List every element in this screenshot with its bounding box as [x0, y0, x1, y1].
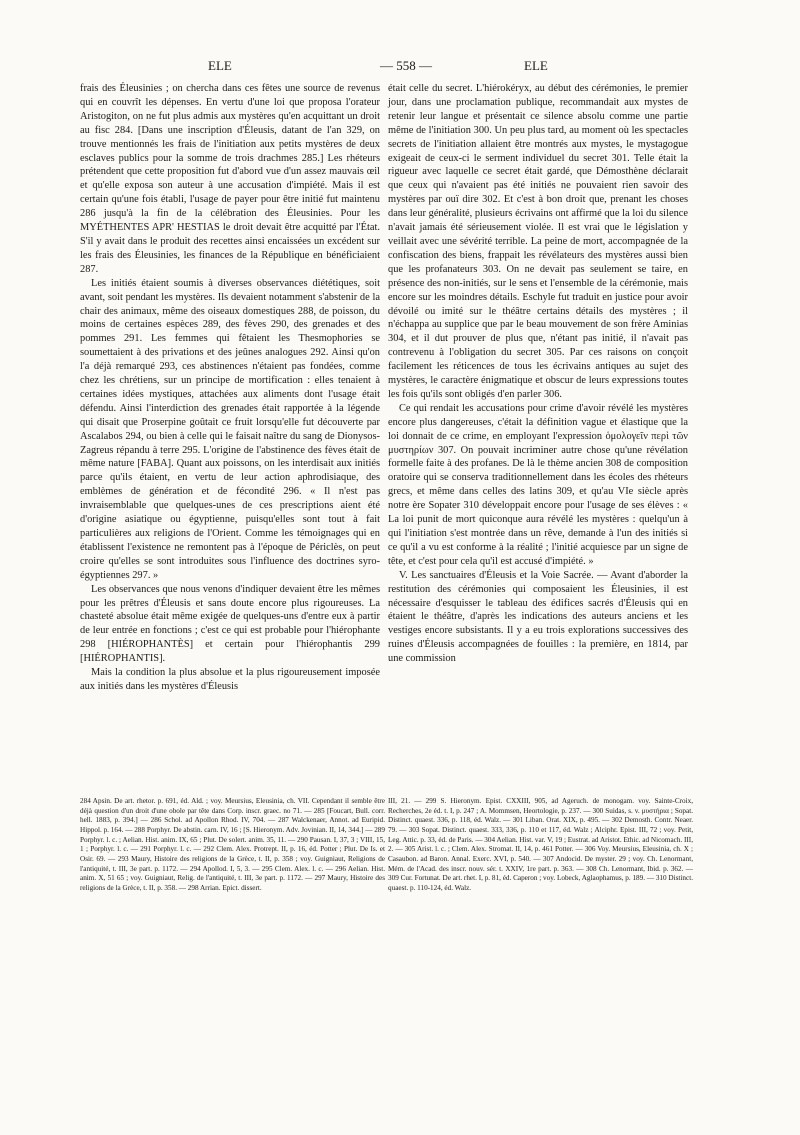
paragraph: Les observances que nous venons d'indiquer devaient être les mêmes pour les prêtres d'Éleusis et sans doute encore plus rigoureuses. La chasteté absolue était même exigée de quelques-uns d'entre eux à partir de leur entrée en fonctions ; c'est ce qui est probable pour l'hiérophante 298 [HIÉROPHANTÈS] et certain pour l'hiérophantis 299 [HIÉROPHANTIS]. [80, 583, 380, 665]
left-text-column [80, 82, 380, 694]
paragraph: Les initiés étaient soumis à diverses observances diététiques, soit avant, soit pendant les mystères. Ils devaient notamment s'abstenir de la chair des animaux, même des oiseaux domestiques 288, de poisson, du moins de certaines espèces 289, des fèves 290, des grenades et des pommes 291. Les femmes qui fêtaient les Thesmophories se soumettaient à des privations et des jeûnes analogues 292. Ainsi qu'on l'a déjà remarqué 293, ces abstinences n'étaient pas fondées, comme chez les chrétiens, sur un principe de mortification : elles tenaient à certaines idées mystiques, attachées aux aliments dont l'usage était défendu. Ainsi l'interdiction des grenades était rapportée à la légende qui disait que Proserpine goûtait ce fruit lorsqu'elle fut découverte par Ascalabos 294, ou bien à celle qui le faisait naître du sang de Dionysos-Zagreus répandu à terre 295. L'origine de l'abstinence des fèves était de même nature [FABA]. Quant aux poissons, on les interdisait aux initiés parce qu'ils étaient, en vertu de leur action aphrodisiaque, des emblèmes de génération et de fécondité 296. « Il n'est pas invraisemblable que quelques-unes de ces prescriptions aient été d'origine asiatique ou égyptienne, puisqu'elles sont tout à fait particulières aux religions de l'Orient. Comme les témoignages qui en établissent l'existence ne remontent pas à l'époque de Périclès, on peut croire qu'elles se sont introduites sous l'influence des doctrines syro-égyptiennes 297. » [80, 277, 380, 581]
header-left-keyword: ELE [208, 58, 232, 73]
right-text-column [388, 82, 688, 666]
footnotes-left [80, 797, 385, 894]
header-right-keyword: ELE [524, 58, 548, 73]
page-number: — 558 — [380, 58, 432, 73]
footnote-block: III, 21. — 299 S. Hieronym. Epist. CXXIII, 905, ad Ageruch. de monogam. voy. Sainte-Croix, Recherches, 2e éd. t. I, p. 247 ; A. Mommsen, Heortologie, p. 237. — 300 Suidas, s. v. μυστήρια ; Sopat. Distinct. quaest. 336, p. 118, éd. Walz. — 301 Liban. Orat. XIX, p. 495. — 302 Demosth. Contr. Neaer. 79. — 303 Sopat. Distinct. quaest. 333, 336, p. 110 et 117, éd. Walz ; Alciphr. Epist. III, 72 ; voy. Petit, Leg. Attic. p. 33, éd. de Paris. — 304 Aelian. Hist. var. V, 19 ; Eustrat. ad Aristot. Ethic. ad Nicomach. III, 2. — 305 Arist. l. c. ; Clem. Alex. Stromat. II, 14, p. 461 Potter. — 306 Voy. Meursius, Eleusinia, ch. X ; Casaubon. ad Baron. Annal. Exerc. XVI, p. 540. — 307 Andocid. De myster. 29 ; voy. Ch. Lenormant, Mém. de l'Acad. des inscr. nouv. sér. t. XXIV, 1re part. p. 363. — 308 Ch. Lenormant, Ibid. p. 362. — 309 Cur. Fortunat. De art. rhet. I, p. 81, éd. Caperon ; voy. Lobeck, Aglaophamus, p. 189. — 310 Distinct. quaest. p. 110-124, éd. Walz. [388, 797, 693, 892]
paragraph: Ce qui rendait les accusations pour crime d'avoir révélé les mystères encore plus dangereuses, c'était la définition vague et élastique que la loi donnait de ce crime, en employant l'expression ὁμολογεῖν περὶ τῶν μυστηρίων 307. On pouvait incriminer autre chose qu'une révélation formelle faite à des profanes. De là le thème ancien 308 de composition oratoire qui se conserva traditionnellement dans les écoles des rhéteurs grecs, et même dans celles des latins 309, et qu'au VIe siècle après notre ère Sopater 310 développait encore pour l'usage de ses élèves : « La loi punit de mort quiconque aura révélé les mystères : quelqu'un à qui l'initiation s'est montrée dans un rêve, demande à l'un des initiés si ce qu'il a vu est conforme à la réalité ; l'initié acquiesce par un signe de tête, et c'est pour cela qu'il est accusé d'impiété. » [388, 402, 688, 567]
paragraph: était celle du secret. L'hiérokéryx, au début des cérémonies, le premier jour, dans une proclamation publique, recommandait aux mystes de retenir leur langue et présentait ce silence absolu comme une partie même de l'initiation 300. Un peu plus tard, au moment où les spectacles secrets de l'initiation allaient être montrés aux mystes, le mystagogue exigeait de ceux-ci le serment individuel du secret 301. Telle était la rigueur avec laquelle ce secret était gardé, que Démosthène déclarait que ceux qui n'avaient pas été initiés ne pouvaient rien savoir des mystères par ouï dire 302. Et c'est à bon droit que, prenant les choses dans leur généralité, plusieurs écrivains ont affirmé que la loi du silence n'avait jamais été sérieusement violée. Il est vrai que le législation y veillait avec une sévérité terrible. La peine de mort, accompagnée de la confiscation des biens, frappait les révélateurs des mystères aussi bien que les profanateurs 303. On ne devait pas seulement se taire, en présence des non-initiés, sur le sens et l'ensemble de la cérémonie, mais encore sur les moindres détails. Eschyle fut traduit en justice pour avoir dévoilé ou imité sur le théâtre certains détails des mystères ; il n'échappa au supplice que par le beau mouvement de son frère Aminias 304, et il dut prouver de plus que, n'étant pas initié, il n'avait pas contrevenu à l'obligation du secret 305. Par ces raisons on conçoit facilement les réticences de tous les écrivains antiques au sujet des mystères, le caractère énigmatique et obscur de leurs expressions toutes les fois qu'ils sont obligés d'en parler 306. [388, 83, 688, 400]
footnotes-right [388, 797, 693, 894]
paragraph: frais des Éleusinies ; on chercha dans ces fêtes une source de revenus qui en couvrît les dépenses. En vertu d'une loi que proposa l'orateur Aristogiton, on ne fut plus admis aux mystères qu'en acquittant un droit au fisc 284. [Dans une inscription d'Éleusis, datant de l'an 329, on trouve mentionnés les frais de l'initiation aux petits mystères de deux esclaves publics pour la somme de trois drachmes 285.] Les rhéteurs prétendent que cette proposition fut d'abord vue d'un assez mauvais œil et qu'elle exposa son auteur à une accusation d'impiété. Mais il est certain qu'une fois établi, l'usage de payer pour être initié fut maintenu 286 jusqu'à la fin de la célébration des Éleusinies. Pour les MYÉTHENTES APR' HESTIAS le droit devait être acquitté par l'État. S'il y avait dans le produit des recettes ainsi encaissées un excédent sur les frais des Éleusinies, les finances de la République en bénéficiaient 287. [80, 83, 380, 275]
footnote-block: 284 Apsin. De art. rhetor. p. 691, éd. Ald. ; voy. Meursius, Eleusinia, ch. VII. Cependant il semble être déjà question d'un droit d'une obole par tête dans Corp. inscr. graec. no 71. — 285 [Foucart, Bull. corr. hell. 1883, p. 394.] — 286 Schol. ad Apollon Rhod. IV, 704. — 287 Walckenaer, Annot. ad Euripid. Hippol. p. 164. — 288 Porphyr. De abstin. carn. IV, 16 ; [S. Hieronym. Adv. Jovinian. II, 14, 344.] — 289 Porphyr. l. c. ; Aelian. Hist. anim. IX, 65 ; Plut. De solert. anim. 35, 11. — 290 Pausan. I, 37, 3 ; VIII, 15, 1 ; Porphyr. l. c. — 291 Porphyr. l. c. — 292 Clem. Alex. Protrept. II, p. 16, éd. Potter ; Plut. De Is. et Osir. 69. — 293 Maury, Histoire des religions de la Grèce, t. II, p. 358 ; voy. Guigniaut, Religions de l'antiquité, t. III, 3e part. p. 1172. — 294 Apollod. I, 5, 3. — 295 Clem. Alex. l. c. — 296 Aelian. Hist. anim. X, 51 65 ; voy. Guigniaut, Relig. de l'antiquité, t. III, 3e part. p. 1172. — 297 Maury, Histoire des religions de la Grèce, t. II, p. 358. — 298 Arrian. Epict. dissert. [80, 797, 385, 892]
running-header [0, 58, 800, 78]
paragraph: Mais la condition la plus absolue et la plus rigoureusement imposée aux initiés dans les mystères d'Éleusis [80, 667, 380, 692]
paragraph: V. Les sanctuaires d'Éleusis et la Voie Sacrée. — Avant d'aborder la restitution des cérémonies qui composaient les Éleusinies, il est nécessaire d'esquisser le tableau des édifices sacrés d'Éleusis qui en étaient le théâtre, d'après les indications des auteurs anciens et les vestiges encore subsistants. Il y a eu trois explorations successives des ruines d'Éleusis accompagnées de fouilles : la première, en 1814, par une commission [388, 569, 688, 665]
